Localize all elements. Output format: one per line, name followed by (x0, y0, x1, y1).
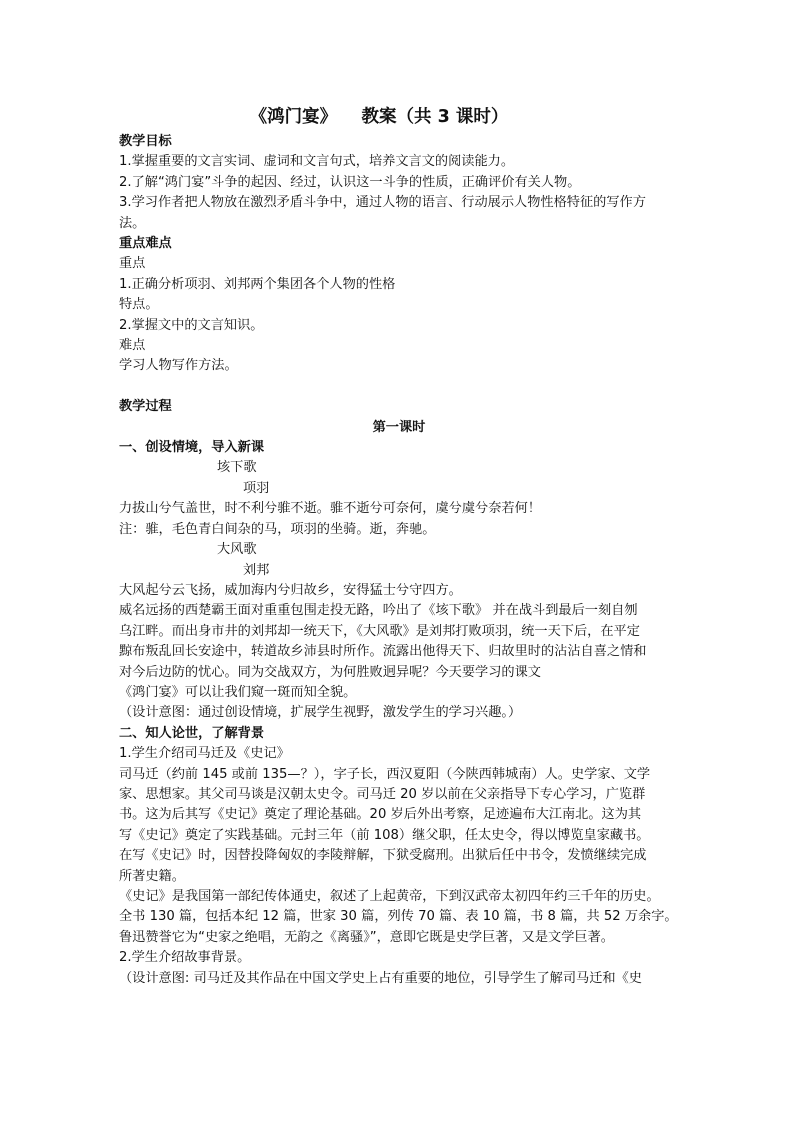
section2-heading: 二、知人论世，了解背景 (119, 725, 265, 741)
background-line: 鲁迅赞誉它为“史家之绝唱，无韵之《离骚》”，意即它既是史学巨著，又是文学巨著。 (119, 929, 614, 945)
intro-line: 对今后边防的忧心。同为交战双方，为何胜败迥异呢？今天要学习的课文 (119, 664, 541, 680)
background-line: 司马迁（约前 145 或前 135—？），字子长，西汉夏阳（今陕西韩城南）人。史学家、文学 (119, 766, 651, 782)
key-points-heading: 重点难点 (119, 236, 172, 252)
background-line: 书。这为后其写《史记》奠定了理论基础。20 岁后外出考察，足迹遍布大江南北。这为其 (119, 807, 642, 823)
poem1-author: 项羽 (243, 480, 270, 496)
poem2-author: 刘邦 (243, 562, 270, 578)
goal-item: 法。 (119, 215, 146, 231)
background-line: 写《史记》奠定了实践基础。元封三年（前 108）继父职，任太史令，得以博览皇家藏书。 (119, 827, 650, 843)
document-title: 《鸿门宴》 教案（共 3 课时） (249, 107, 509, 127)
goals-heading: 教学目标 (119, 134, 172, 149)
intro-line: 黥布叛乱回长安途中，转道故乡沛县时所作。流露出他得天下、归故里时的沾沾自喜之情和 (119, 644, 647, 660)
section2-sub1: 1.学生介绍司马迁及《史记》 (119, 746, 290, 762)
document-body (119, 104, 679, 989)
intro-line: 《鸿门宴》可以让我们窥一斑而知全貌。 (119, 684, 357, 700)
process-heading: 教学过程 (119, 399, 172, 415)
design-note: （设计意图: 司马迁及其作品在中国文学史上占有重要的地位，引导学生了解司马迁和《史 (119, 970, 642, 986)
background-line: 全书 130 篇，包括本纪 12 篇，世家 30 篇，列传 70 篇、表 10 篇，书 8 篇，共 52 万余字。 (119, 909, 678, 925)
poem1-text: 力拔山兮气盖世，时不利兮骓不逝。骓不逝兮可奈何，虞兮虞兮奈若何！ (119, 501, 541, 517)
section1-heading: 一、创设情境，导入新课 (119, 440, 265, 456)
poem1-title: 垓下歌 (217, 460, 257, 476)
background-line: 在写《史记》时，因替投降匈奴的李陵辩解，下狱受腐刑。出狱后任中书令，发愤继续完成 (119, 848, 647, 864)
difficulty-text: 学习人物写作方法。 (119, 358, 238, 374)
background-line: 《史记》是我国第一部纪传体通史，叙述了上起黄帝，下到汉武帝太初四年约三千年的历史。 (119, 889, 660, 905)
section2-sub2: 2.学生介绍故事背景。 (119, 950, 251, 966)
intro-line: 威名远扬的西楚霸王面对重重包围走投无路，吟出了《垓下歌》 并在战斗到最后一刻自刎 (119, 603, 638, 619)
poem2-title: 大风歌 (217, 542, 257, 558)
focus-item: 1.正确分析项羽、刘邦两个集团各个人物的性格 (119, 276, 396, 292)
lesson-title: 第一课时 (372, 419, 426, 435)
goal-item: 3.学习作者把人物放在激烈矛盾斗争中，通过人物的语言、行动展示人物性格特征的写作方 (119, 195, 646, 211)
intro-line: （设计意图：通过创设情境，扩展学生视野，激发学生的学习兴趣。） (119, 705, 522, 721)
goal-item: 2.了解“鸿门宴”斗争的起因、经过，认识这一斗争的性质，正确评价有关人物。 (119, 174, 581, 190)
spacer (119, 377, 679, 397)
poem1-note: 注：骓，毛色青白间杂的马，项羽的坐骑。逝，奔驰。 (119, 521, 436, 537)
focus-item: 特点。 (119, 297, 159, 313)
background-line: 所著史籍。 (119, 868, 185, 884)
goal-item: 1.掌握重要的文言实词、虚词和文言句式，培养文言文的阅读能力。 (119, 154, 515, 170)
difficulty-label: 难点 (119, 338, 146, 354)
intro-line: 乌江畔。而出身市井的刘邦却一统天下，《大风歌》是刘邦打败项羽，统一天下后，在平定 (119, 623, 640, 639)
focus-label: 重点 (119, 256, 146, 272)
poem2-text: 大风起兮云飞扬，威加海内兮归故乡，安得猛士兮守四方。 (119, 582, 462, 598)
background-line: 家、思想家。其父司马谈是汉朝太史令。司马迁 20 岁以前在父亲指导下专心学习，广览群 (119, 786, 646, 802)
focus-item: 2.掌握文中的文言知识。 (119, 317, 264, 333)
